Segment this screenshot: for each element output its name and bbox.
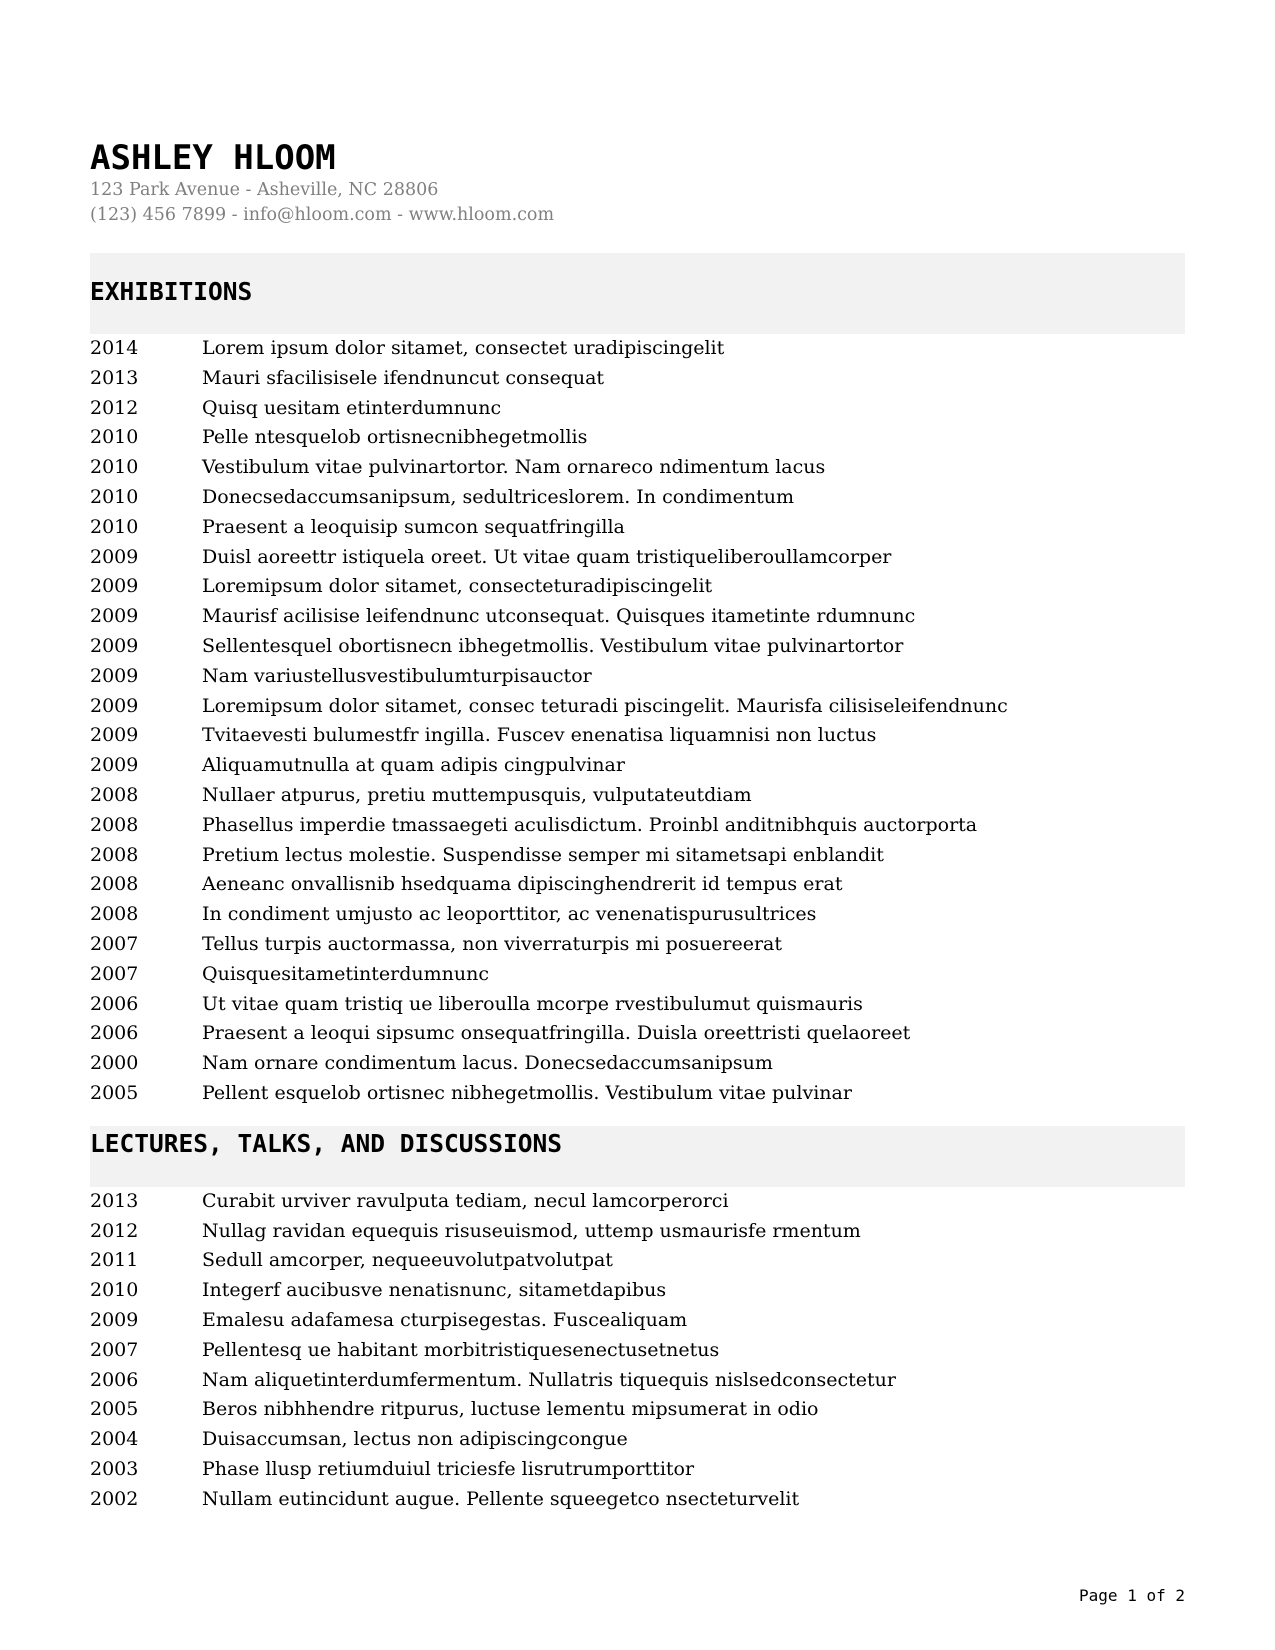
entry-description: Ut vitae quam tristiq ue liberoulla mcorpe rvestibulumut quismauris	[202, 992, 863, 1015]
entry-description: Nam variustellusvestibulumturpisauctor	[202, 664, 592, 687]
entry-year: 2007	[90, 962, 139, 985]
entry-description: Nam aliquetinterdumfermentum. Nullatris tiquequis nislsedconsectetur	[202, 1368, 896, 1391]
entry-year: 2014	[90, 337, 139, 359]
entry-description: Emalesu adafamesa cturpisegestas. Fuscealiquam	[202, 1308, 688, 1331]
entry-year: 2010	[90, 1279, 139, 1302]
entry-description: Phase llusp retiumduiul triciesfe lisrutrumporttitor	[202, 1457, 695, 1480]
exhibitions-entry	[90, 1049, 1185, 1079]
exhibitions-entry	[90, 930, 1185, 960]
lectures-entry	[90, 1306, 1185, 1336]
exhibitions-entry	[90, 900, 1185, 930]
entry-description: Vestibulum vitae pulvinartortor. Nam ornareco ndimentum lacus	[202, 456, 826, 479]
entry-year: 2003	[90, 1457, 139, 1480]
entry-description: Curabit urviver ravulputa tediam, necul lamcorperorci	[202, 1189, 729, 1212]
entry-description: Duisl aoreettr istiquela oreet. Ut vitae quam tristiqueliberoullamcorper	[202, 545, 892, 568]
entry-year: 2012	[90, 396, 139, 419]
exhibitions-entry	[90, 662, 1185, 692]
entry-year: 2006	[90, 1368, 139, 1391]
entry-description: Lorem ipsum dolor sitamet, consectet uradipiscingelit	[202, 337, 725, 359]
lectures-entry	[90, 1187, 1185, 1217]
entry-year: 2002	[90, 1487, 139, 1510]
exhibitions-list	[90, 334, 1185, 1109]
entry-year: 2009	[90, 545, 139, 568]
entry-description: Pelle ntesquelob ortisnecnibhegetmollis	[202, 426, 588, 449]
entry-description: Loremipsum dolor sitamet, consecteturadipiscingelit	[202, 575, 713, 598]
entry-year: 2010	[90, 485, 139, 508]
lectures-entry	[90, 1276, 1185, 1306]
entry-year: 2007	[90, 932, 139, 955]
page-number: Page 1 of 2	[1079, 1586, 1185, 1605]
lectures-entry	[90, 1455, 1185, 1485]
exhibitions-entry	[90, 423, 1185, 453]
entry-description: Phasellus imperdie tmassaegeti aculisdictum. Proinbl anditnibhquis auctorporta	[202, 813, 978, 836]
entry-year: 2000	[90, 1052, 139, 1075]
lectures-entry	[90, 1485, 1185, 1515]
lectures-entry	[90, 1425, 1185, 1455]
resume-name: ASHLEY HLOOM	[90, 138, 336, 178]
exhibitions-entry	[90, 602, 1185, 632]
lectures-entry	[90, 1395, 1185, 1425]
entry-description: Pellent esquelob ortisnec nibhegetmollis. Vestibulum vitae pulvinar	[202, 1081, 852, 1104]
lectures-list	[90, 1187, 1185, 1515]
exhibitions-entry	[90, 543, 1185, 573]
lectures-section-title: LECTURES, TALKS, AND DISCUSSIONS	[90, 1128, 563, 1158]
entry-year: 2009	[90, 694, 139, 717]
exhibitions-entry	[90, 1019, 1185, 1049]
entry-description: Beros nibhhendre ritpurus, luctuse lementu mipsumerat in odio	[202, 1398, 819, 1421]
entry-description: Donecsedaccumsanipsum, sedultriceslorem. In condimentum	[202, 485, 795, 508]
entry-description: Tellus turpis auctormassa, non viverraturpis mi posuereerat	[202, 932, 783, 955]
entry-description: Integerf aucibusve nenatisnunc, sitametdapibus	[202, 1279, 667, 1302]
entry-year: 2013	[90, 366, 139, 389]
entry-year: 2011	[90, 1249, 139, 1272]
lectures-section-header	[90, 1126, 1185, 1187]
entry-year: 2010	[90, 515, 139, 538]
exhibitions-entry	[90, 572, 1185, 602]
entry-year: 2007	[90, 1338, 139, 1361]
entry-year: 2008	[90, 873, 139, 896]
entry-description: In condiment umjusto ac leoporttitor, ac venenatispurusultrices	[202, 903, 817, 926]
entry-description: Praesent a leoquisip sumcon sequatfringilla	[202, 515, 625, 538]
entry-year: 2010	[90, 456, 139, 479]
lectures-entry	[90, 1217, 1185, 1247]
contact-line: (123) 456 7899 - info@hloom.com - www.hloom.com	[90, 205, 555, 225]
entry-year: 2005	[90, 1398, 139, 1421]
entry-description: Pretium lectus molestie. Suspendisse semper mi sitametsapi enblandit	[202, 843, 884, 866]
entry-description: Nullam eutincidunt augue. Pellente squeegetco nsecteturvelit	[202, 1487, 800, 1510]
exhibitions-entry	[90, 811, 1185, 841]
entry-year: 2013	[90, 1189, 139, 1212]
entry-description: Nullaer atpurus, pretiu muttempusquis, vulputateutdiam	[202, 783, 752, 806]
entry-description: Praesent a leoqui sipsumc onsequatfringilla. Duisla oreettristi quelaoreet	[202, 1022, 911, 1045]
entry-year: 2006	[90, 992, 139, 1015]
entry-description: Duisaccumsan, lectus non adipiscingcongue	[202, 1428, 628, 1451]
entry-year: 2008	[90, 903, 139, 926]
entry-description: Tvitaevesti bulumestfr ingilla. Fuscev enenatisa liquamnisi non luctus	[202, 724, 877, 747]
exhibitions-entry	[90, 990, 1185, 1020]
entry-year: 2005	[90, 1081, 139, 1104]
entry-description: Sellentesquel obortisnecn ibhegetmollis. Vestibulum vitae pulvinartortor	[202, 634, 904, 657]
resume-page	[90, 138, 1185, 1514]
entry-year: 2009	[90, 664, 139, 687]
exhibitions-entry	[90, 453, 1185, 483]
entry-description: Sedull amcorper, nequeeuvolutpatvolutpat	[202, 1249, 613, 1272]
entry-description: Maurisf acilisise leifendnunc utconsequat. Quisques itametinte rdumnunc	[202, 605, 916, 628]
lectures-entry	[90, 1246, 1185, 1276]
exhibitions-entry	[90, 334, 1185, 364]
entry-description: Quisquesitametinterdumnunc	[202, 962, 490, 985]
address-line: 123 Park Avenue - Asheville, NC 28806	[90, 180, 439, 200]
exhibitions-entry	[90, 394, 1185, 424]
entry-year: 2004	[90, 1428, 139, 1451]
entry-year: 2009	[90, 754, 139, 777]
exhibitions-entry	[90, 751, 1185, 781]
entry-description: Aeneanc onvallisnib hsedquama dipiscinghendrerit id tempus erat	[202, 873, 843, 896]
lectures-entry	[90, 1336, 1185, 1366]
exhibitions-entry	[90, 721, 1185, 751]
entry-year: 2009	[90, 575, 139, 598]
entry-description: Nullag ravidan equequis risuseuismod, uttemp usmaurisfe rmentum	[202, 1219, 861, 1242]
exhibitions-entry	[90, 364, 1185, 394]
exhibitions-entry	[90, 483, 1185, 513]
exhibitions-entry	[90, 960, 1185, 990]
exhibitions-entry	[90, 513, 1185, 543]
exhibitions-entry	[90, 781, 1185, 811]
entry-description: Nam ornare condimentum lacus. Donecsedaccumsanipsum	[202, 1052, 773, 1075]
entry-year: 2009	[90, 634, 139, 657]
entry-year: 2008	[90, 783, 139, 806]
entry-description: Mauri sfacilisisele ifendnuncut consequat	[202, 366, 605, 389]
entry-description: Loremipsum dolor sitamet, consec teturadi piscingelit. Maurisfa cilisiseleifendnunc	[202, 694, 1008, 717]
entry-year: 2006	[90, 1022, 139, 1045]
entry-year: 2012	[90, 1219, 139, 1242]
entry-description: Pellentesq ue habitant morbitristiquesenectusetnetus	[202, 1338, 720, 1361]
exhibitions-entry	[90, 870, 1185, 900]
exhibitions-section-title: EXHIBITIONS	[90, 277, 253, 306]
exhibitions-entry	[90, 841, 1185, 871]
entry-year: 2009	[90, 605, 139, 628]
entry-year: 2009	[90, 724, 139, 747]
entry-description: Quisq uesitam etinterdumnunc	[202, 396, 502, 419]
exhibitions-section-header	[90, 253, 1185, 334]
lectures-entry	[90, 1366, 1185, 1396]
entry-year: 2010	[90, 426, 139, 449]
entry-year: 2008	[90, 813, 139, 836]
exhibitions-entry	[90, 692, 1185, 722]
entry-description: Aliquamutnulla at quam adipis cingpulvinar	[202, 754, 625, 777]
entry-year: 2008	[90, 843, 139, 866]
exhibitions-entry	[90, 632, 1185, 662]
exhibitions-entry	[90, 1079, 1185, 1109]
entry-year: 2009	[90, 1308, 139, 1331]
